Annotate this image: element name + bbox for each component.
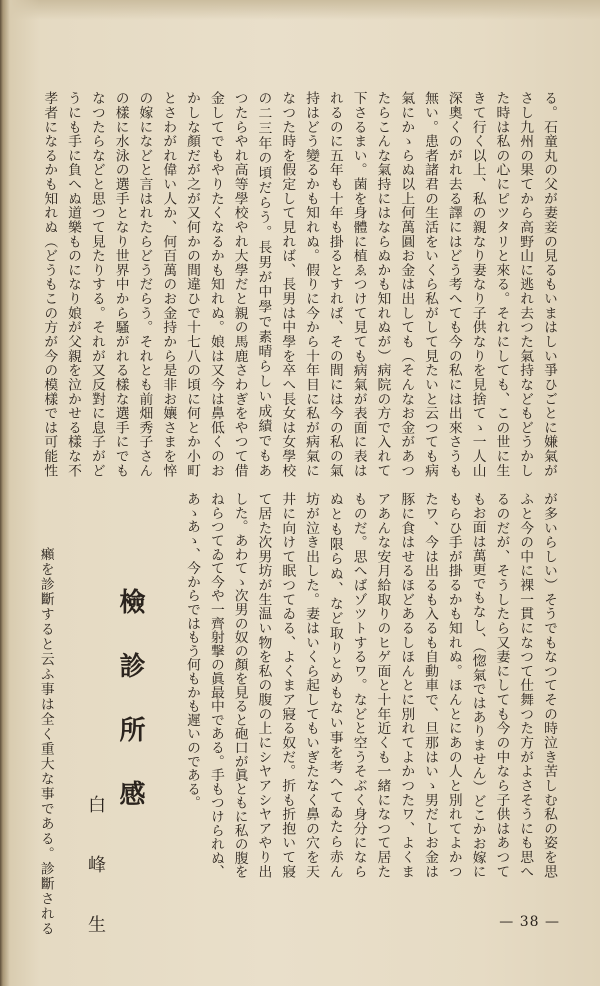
text-column: つたらやれ高等學校やれ大學だと親の馬鹿さわぎをやつて借 xyxy=(231,91,248,477)
text-column: 癩を診斷すると云ふ事は全く重大な事である。診斷される xyxy=(37,547,54,935)
text-column: アあんな安月給取りのヒゲ面と十年近くも一緒になつて居た xyxy=(374,492,391,878)
text-column: たらこんな氣持にはならぬかも知れぬが）病院の方で入れて xyxy=(374,91,391,477)
text-column: 氣にかゝらぬ以上何萬圓お金は出しても（そんなお金があつ xyxy=(398,91,415,477)
text-column: れるのに五年も十年も掛るとすれば、その間には今の私の氣 xyxy=(326,91,343,477)
text-column: とさわがれ偉い人か、何百萬のお金持から是非お孃さまを悴 xyxy=(160,91,177,477)
text-column: ねらつてゐて今や一齊射撃の眞最中である。手もつけられぬ、 xyxy=(207,492,224,879)
text-column: きて行く以上、私の親なり妻なり子供なりを見捨てゝ一人山 xyxy=(469,91,486,477)
text-column: ぬとも限らぬ、など取りとめもない事を考へてゐたら赤ん xyxy=(326,492,343,878)
lower-text-block xyxy=(179,492,560,878)
text-column: るのだが、そうしたら又妻にしても今の中なら子供はあつて xyxy=(493,492,510,878)
text-column: 坊が泣き出した。妻はいくら起してもいぎたなく鼻の穴を天 xyxy=(303,492,320,878)
essay-body-block xyxy=(33,547,57,935)
text-column: の樣に水泳の選手となり世界中から騷がれる樣な選手にでも xyxy=(112,91,129,477)
page-number: — 38 — xyxy=(499,914,560,930)
text-column: 孝者になるかも知れぬ（どうもこの方が今の模樣では可能性 xyxy=(41,91,58,477)
text-column: ふと今の中に裸一貫になつて仕舞つた方がよさそうにも思へ xyxy=(517,492,534,878)
text-column: うにも手に負へぬ道樂ものになり娘が父親を泣かせる樣な不 xyxy=(65,91,82,477)
text-column: 金してでもやりたくなるかも知れぬ。娘は又今は鼻低くのお xyxy=(207,91,224,477)
text-column: の嫁になどと言はれたらどうだらう。それとも前畑秀子さん xyxy=(136,91,153,477)
text-column: なつた時を假定して見れば、長男は中學を卒へ長女は女學校 xyxy=(279,91,296,477)
text-column: さし九州の果てから高野山に逃れ去つた氣持などもどうかし xyxy=(517,91,534,477)
text-column: なつたらなどと思つて見たりする。それが又反對に息子がど xyxy=(88,91,105,477)
text-column: る。石童丸の父が妻妾の見るもいまはしい爭ひごとに嫌氣が xyxy=(541,91,557,477)
essay-title: 檢診所感 xyxy=(115,588,145,844)
text-column: もらひ手が掛るかも知れぬ。ほんとにあの人と別れてよかつ xyxy=(445,492,462,878)
text-column: あゝあゝ、今からではもう何もかも遲いのである。 xyxy=(184,492,201,810)
text-column: 下さるまい。菌を身體に植ゑつけて見ても病氣が表面に表は xyxy=(350,91,367,477)
text-column: たワ、今は出るも入るも自動車で、旦那はいゝ男だしお金は xyxy=(422,492,439,878)
text-column: 井に向けて眠つてゐる、よくまア寢る奴だ。折も折抱いて寢 xyxy=(279,492,296,878)
text-column: 豚に食はせるほどあるしほんとに別れてよかつたワ、よくま xyxy=(398,492,415,878)
text-column: 無い。患者諸君の生活をいくら私がして見たいと云つても病 xyxy=(422,91,439,477)
text-column: の二三年の頃だらう。長男が中學で素晴らしい成績でもあ xyxy=(255,91,272,477)
upper-text-block xyxy=(36,91,560,477)
text-column: 持はどう變るかも知れぬ。假りに今から十年目に私が病氣に xyxy=(303,91,320,477)
text-column: した。あわてゝ次男の奴の顏を見ると砲口が眞ともに私の腹を xyxy=(231,492,248,879)
text-column: た時は私の心にピツタリと來る。それにしても、この世に生 xyxy=(493,91,510,477)
text-column: ものだ。思へばゾツトするワ。などと空うそぶく身分になら xyxy=(350,492,367,878)
text-column: かしな顏だが之が又何かの間違ひで十七八の頃に何とか小町 xyxy=(184,91,201,477)
text-column: もお面は萬更でもなし、（惚氣ではありません）どこかお嫁に xyxy=(469,492,486,878)
text-column: て居た次男坊が生温い物を私の腹の上にシヤアシヤアやり出 xyxy=(255,492,272,878)
text-column: 深奧くのがれ去る譯にはどう考へても今の私には出來さうも xyxy=(445,91,462,477)
text-column: が多いらしい）そうでもなつてその時泣き苦しむ私の姿を思 xyxy=(541,492,557,878)
essay-author: 白峰生 xyxy=(85,795,106,975)
